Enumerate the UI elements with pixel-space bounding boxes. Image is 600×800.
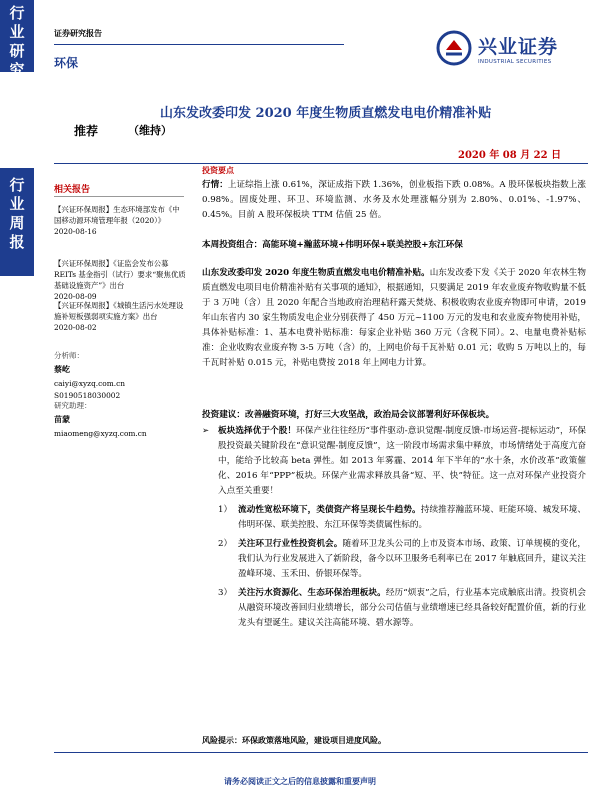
vband-char: 报 bbox=[9, 233, 25, 251]
assistant-label: 研究助理： bbox=[54, 401, 92, 410]
advice-item-number: 2） bbox=[218, 539, 233, 549]
related-report-date: 2020-08-09 bbox=[54, 292, 97, 301]
advice-item-bold: 关注环卫行业性投资机会。 bbox=[238, 539, 343, 549]
assistant-email[interactable]: miaomeng@xyzq.com.cn bbox=[54, 429, 147, 438]
advice-item-number: 3） bbox=[218, 588, 233, 598]
analyst-email[interactable]: caiyi@xyzq.com.cn bbox=[54, 379, 126, 388]
vband-char: 究 bbox=[9, 61, 25, 79]
advice-item-number: 1） bbox=[218, 505, 233, 515]
vband-char: 行 bbox=[9, 4, 25, 22]
assistant-name: 苗蒙 bbox=[54, 414, 70, 424]
industry-label: 环保 bbox=[54, 56, 79, 70]
advice-item-text: 经历“烦衷”之后，行业基本完成触底出清。投资机会从融资环境改善回归业绩增长，部分公司估值与业绩增速已经具备较好配置价值，新的行业龙头有望诞生。建议关注高能环境、碧水源等。 bbox=[238, 588, 586, 628]
market-paragraph bbox=[202, 178, 586, 223]
news-text: 山东发改委下发《关于 2020 年农林生物质直燃发电项目电价精准补贴有关事项的通知》，根据通知，只要满足 2019 年农业废弃物收购量不低于 3 万吨（含）且 2020 年配合当地政府治理秸秆露天焚烧、积极收购农业废弃物即可申请，2019 年山东省内 30 家生物质发电企业分别获得了 450 万元~1100 万元的发电和农业废弃物使用补贴，具体补贴标准：1、基本电费补贴标准：每家企业补贴 360 万元（含税下同）。2、电量电费补贴标准：企业收购农业废弃物 3-5 万吨（含）的，上网电价每千瓦补贴 0.01 元；收购 5 万吨以上的，每千瓦时补贴 0.015 元，补贴电费按 2018 年上网电力计算。 bbox=[202, 268, 587, 368]
company-logo bbox=[436, 30, 558, 66]
doc-type-label: 证券研究报告 bbox=[54, 29, 102, 38]
title-divider bbox=[54, 163, 588, 164]
related-report-date: 2020-08-16 bbox=[54, 227, 97, 236]
assistant-contact bbox=[54, 428, 147, 440]
key-points-label: 投资要点 bbox=[202, 165, 234, 175]
rating-value: （维持） bbox=[128, 124, 172, 137]
news-paragraph bbox=[202, 266, 586, 371]
logo-cn-text: 兴业证券 bbox=[478, 35, 559, 58]
analyst-license: S0190518030002 bbox=[54, 391, 121, 400]
related-report-date: 2020-08-02 bbox=[54, 323, 97, 332]
logo-en-text: INDUSTRIAL SECURITIES bbox=[478, 58, 552, 65]
analyst-name: 蔡屹 bbox=[54, 364, 70, 374]
vertical-band-research bbox=[0, 0, 34, 79]
related-report-text: 【兴证环保周报】生态环境部发布《中国移动源环境管理年报（2020）》 bbox=[54, 205, 180, 225]
rating-label: 推荐 bbox=[74, 124, 99, 138]
related-report-text: 【兴证环保周报】《证监会发布公募 REITs 基金指引（试行）要求“聚焦优质基础设施资产”》出台 bbox=[54, 259, 186, 290]
advice-lead-bold: 板块选择优于个股！ bbox=[218, 426, 297, 436]
vband-char: 业 bbox=[9, 23, 25, 41]
bullet-arrow-icon: ➢ bbox=[202, 426, 210, 436]
disclaimer-footer: 请务必阅读正文之后的信息披露和重要声明 bbox=[224, 777, 376, 786]
vertical-band-weekly bbox=[0, 168, 34, 276]
footer-divider bbox=[54, 752, 588, 753]
analyst-contact bbox=[54, 378, 125, 402]
market-text: 上证综指上涨 0.61%，深证成指下跌 1.36%，创业板指下跌 0.08%。A 股环保板块指数上涨 0.98%。固废处理、环卫、环境监测、水务及水处理涨幅分别为 2.80%、0.01%、-1.97%、0.45%。目前 A 股环保板块 TTM 估值 25 倍。 bbox=[202, 180, 586, 220]
advice-item bbox=[202, 537, 586, 582]
advice-item-bold: 关注污水资源化、生态环保治理板块。 bbox=[238, 588, 386, 598]
advice-item-text: 持续推荐瀚蓝环境、旺能环境、城发环境、伟明环保、联美控股、东江环保等类债属性标的。 bbox=[238, 505, 586, 530]
related-report-text: 【兴证环保周报】《城镇生活污水处理设施补短板强弱项实施方案》出台 bbox=[54, 301, 184, 321]
logo-mark-icon bbox=[436, 30, 472, 66]
advice-item bbox=[202, 503, 586, 533]
advice-headline: 投资建议：改善融资环境，打好三大攻坚战，政治局会议部署利好环保板块。 bbox=[202, 410, 495, 420]
advice-item bbox=[202, 586, 586, 631]
sidebar-divider bbox=[54, 196, 184, 197]
report-title: 山东发改委印发 2020 年度生物质直燃发电电价精准补贴 bbox=[160, 106, 492, 121]
related-report-item[interactable] bbox=[54, 204, 186, 237]
advice-lead-text: 环保产业往往经历“事件驱动-意识觉醒-制度反馈-市场运营-提标运动”，环保股投资最关键阶段在“意识觉醒-制度反馈”，这一阶段市场需求集中释放，市场情绪处于高度亢奋中，能给予比较高 beta 弹性。如 2013 年雾霾、2014 年下半年的“水十条，水价改革”政策催化、2016 年“PPP”板块。环保产业需求释放具备“短、平、快”特征。这一点对环保产业投资介入点至关重要！ bbox=[218, 426, 586, 496]
advice-block bbox=[202, 424, 586, 631]
vband-char: 行 bbox=[9, 176, 25, 194]
vband-char: 周 bbox=[9, 214, 25, 232]
advice-bullet bbox=[202, 424, 586, 499]
related-reports-title: 相关报告 bbox=[54, 185, 91, 195]
risk-warning: 风险提示：环保政策落地风险，建设项目进度风险。 bbox=[202, 735, 386, 745]
advice-item-bold: 流动性宽松环境下，类债资产将呈现长牛趋势。 bbox=[238, 505, 421, 515]
related-report-item[interactable] bbox=[54, 300, 186, 333]
report-date: 2020 年 08 月 22 日 bbox=[458, 150, 562, 161]
related-report-item[interactable] bbox=[54, 258, 186, 302]
vband-char: 业 bbox=[9, 195, 25, 213]
advice-item-text: 随着环卫龙头公司的上市及资本市场、政策、订单规模的变化，我们认为行业发展进入了新阶段，备今以环卫服务毛利率已在 2017 年触底回升，建议关注盈峰环境、玉禾田、侨银环保等。 bbox=[238, 539, 586, 579]
portfolio-line: 本周投资组合：高能环境+瀚蓝环境+伟明环保+联美控股+东江环保 bbox=[202, 240, 463, 250]
vband-char: 研 bbox=[9, 42, 25, 60]
news-title: 山东发改委印发 2020 年度生物质直燃发电电价精准补贴。 bbox=[202, 268, 430, 278]
market-label: 行情： bbox=[202, 180, 228, 190]
header-divider bbox=[54, 44, 344, 45]
analyst-label: 分析师： bbox=[54, 351, 84, 360]
